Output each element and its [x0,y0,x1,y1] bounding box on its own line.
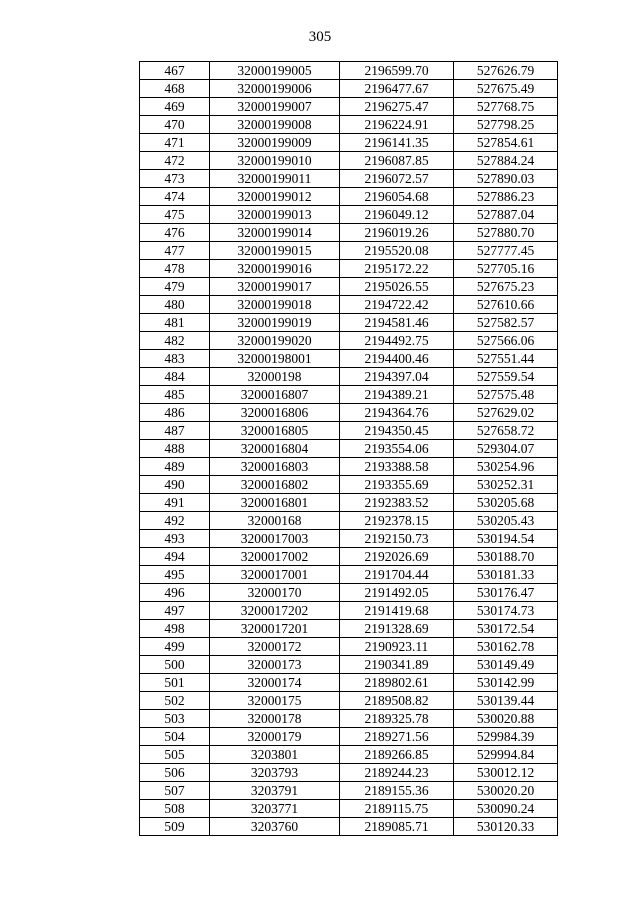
point-id-cell: 32000199009 [210,134,340,152]
page-number: 305 [308,29,332,45]
x-coordinate-cell: 2196599.70 [340,62,454,80]
x-coordinate-cell: 2195026.55 [340,278,454,296]
table-row [140,530,558,548]
table-row [140,170,558,188]
y-coordinate-cell: 530205.43 [454,512,558,530]
coordinates-table [139,61,558,836]
x-coordinate-cell: 2194492.75 [340,332,454,350]
table-row [140,206,558,224]
x-coordinate-cell: 2196019.26 [340,224,454,242]
point-number-cell: 495 [140,566,210,584]
y-coordinate-cell: 527890.03 [454,170,558,188]
y-coordinate-cell: 527551.44 [454,350,558,368]
y-coordinate-cell: 530162.78 [454,638,558,656]
point-id-cell: 3200016804 [210,440,340,458]
point-number-cell: 468 [140,80,210,98]
table-row [140,692,558,710]
point-id-cell: 32000173 [210,656,340,674]
x-coordinate-cell: 2189266.85 [340,746,454,764]
point-number-cell: 507 [140,782,210,800]
table-row [140,62,558,80]
point-number-cell: 480 [140,296,210,314]
point-id-cell: 3200016803 [210,458,340,476]
y-coordinate-cell: 530012.12 [454,764,558,782]
y-coordinate-cell: 527575.48 [454,386,558,404]
table-row [140,620,558,638]
y-coordinate-cell: 527675.23 [454,278,558,296]
table-row [140,512,558,530]
point-id-cell: 32000199008 [210,116,340,134]
y-coordinate-cell: 527629.02 [454,404,558,422]
point-id-cell: 3200016801 [210,494,340,512]
point-id-cell: 3203771 [210,800,340,818]
point-number-cell: 467 [140,62,210,80]
x-coordinate-cell: 2193355.69 [340,476,454,494]
point-number-cell: 478 [140,260,210,278]
x-coordinate-cell: 2191419.68 [340,602,454,620]
point-id-cell: 3203801 [210,746,340,764]
table-row [140,818,558,836]
table-row [140,422,558,440]
point-id-cell: 32000199018 [210,296,340,314]
coordinates-table-body [140,62,558,836]
point-id-cell: 32000199007 [210,98,340,116]
point-number-cell: 476 [140,224,210,242]
x-coordinate-cell: 2192378.15 [340,512,454,530]
point-id-cell: 32000179 [210,728,340,746]
x-coordinate-cell: 2192026.69 [340,548,454,566]
point-id-cell: 32000199010 [210,152,340,170]
y-coordinate-cell: 530174.73 [454,602,558,620]
table-row [140,638,558,656]
y-coordinate-cell: 530120.33 [454,818,558,836]
point-id-cell: 32000198001 [210,350,340,368]
point-id-cell: 32000199013 [210,206,340,224]
point-number-cell: 492 [140,512,210,530]
table-row [140,602,558,620]
x-coordinate-cell: 2192383.52 [340,494,454,512]
y-coordinate-cell: 527880.70 [454,224,558,242]
x-coordinate-cell: 2194581.46 [340,314,454,332]
point-number-cell: 493 [140,530,210,548]
table-row [140,476,558,494]
point-number-cell: 490 [140,476,210,494]
point-id-cell: 3200016806 [210,404,340,422]
x-coordinate-cell: 2193388.58 [340,458,454,476]
table-row [140,296,558,314]
point-id-cell: 3203760 [210,818,340,836]
table-row [140,152,558,170]
point-id-cell: 32000199011 [210,170,340,188]
point-id-cell: 32000198 [210,368,340,386]
x-coordinate-cell: 2189244.23 [340,764,454,782]
point-id-cell: 3203793 [210,764,340,782]
x-coordinate-cell: 2195520.08 [340,242,454,260]
point-id-cell: 3200017003 [210,530,340,548]
point-number-cell: 496 [140,584,210,602]
x-coordinate-cell: 2195172.22 [340,260,454,278]
table-row [140,782,558,800]
point-id-cell: 32000199006 [210,80,340,98]
x-coordinate-cell: 2194722.42 [340,296,454,314]
y-coordinate-cell: 530020.20 [454,782,558,800]
point-id-cell: 32000199017 [210,278,340,296]
y-coordinate-cell: 530254.96 [454,458,558,476]
point-number-cell: 500 [140,656,210,674]
x-coordinate-cell: 2189085.71 [340,818,454,836]
y-coordinate-cell: 527566.06 [454,332,558,350]
x-coordinate-cell: 2196087.85 [340,152,454,170]
point-number-cell: 473 [140,170,210,188]
point-number-cell: 479 [140,278,210,296]
y-coordinate-cell: 529984.39 [454,728,558,746]
point-id-cell: 3200017201 [210,620,340,638]
point-id-cell: 32000175 [210,692,340,710]
point-number-cell: 504 [140,728,210,746]
table-row [140,98,558,116]
y-coordinate-cell: 530142.99 [454,674,558,692]
point-id-cell: 3200016805 [210,422,340,440]
table-row [140,368,558,386]
point-id-cell: 32000199015 [210,242,340,260]
table-row [140,440,558,458]
table-row [140,80,558,98]
point-id-cell: 32000170 [210,584,340,602]
y-coordinate-cell: 530149.49 [454,656,558,674]
point-id-cell: 3200017001 [210,566,340,584]
x-coordinate-cell: 2196049.12 [340,206,454,224]
table-row [140,116,558,134]
y-coordinate-cell: 527559.54 [454,368,558,386]
y-coordinate-cell: 527884.24 [454,152,558,170]
point-number-cell: 508 [140,800,210,818]
y-coordinate-cell: 527610.66 [454,296,558,314]
point-number-cell: 502 [140,692,210,710]
x-coordinate-cell: 2189508.82 [340,692,454,710]
y-coordinate-cell: 530205.68 [454,494,558,512]
y-coordinate-cell: 530188.70 [454,548,558,566]
y-coordinate-cell: 530020.88 [454,710,558,728]
point-number-cell: 469 [140,98,210,116]
table-row [140,584,558,602]
table-row [140,278,558,296]
y-coordinate-cell: 527582.57 [454,314,558,332]
x-coordinate-cell: 2196141.35 [340,134,454,152]
point-number-cell: 470 [140,116,210,134]
table-row [140,458,558,476]
point-id-cell: 32000199014 [210,224,340,242]
table-row [140,242,558,260]
x-coordinate-cell: 2189325.78 [340,710,454,728]
x-coordinate-cell: 2190923.11 [340,638,454,656]
y-coordinate-cell: 527854.61 [454,134,558,152]
x-coordinate-cell: 2189155.36 [340,782,454,800]
point-number-cell: 482 [140,332,210,350]
y-coordinate-cell: 527886.23 [454,188,558,206]
table-row [140,710,558,728]
point-id-cell: 32000172 [210,638,340,656]
y-coordinate-cell: 527887.04 [454,206,558,224]
x-coordinate-cell: 2193554.06 [340,440,454,458]
table-row [140,260,558,278]
x-coordinate-cell: 2191492.05 [340,584,454,602]
y-coordinate-cell: 530252.31 [454,476,558,494]
table-row [140,656,558,674]
point-id-cell: 3200016807 [210,386,340,404]
point-id-cell: 32000168 [210,512,340,530]
table-row [140,728,558,746]
point-number-cell: 483 [140,350,210,368]
table-row [140,188,558,206]
y-coordinate-cell: 527675.49 [454,80,558,98]
y-coordinate-cell: 527705.16 [454,260,558,278]
x-coordinate-cell: 2191704.44 [340,566,454,584]
point-number-cell: 505 [140,746,210,764]
table-row [140,386,558,404]
y-coordinate-cell: 527658.72 [454,422,558,440]
point-number-cell: 474 [140,188,210,206]
x-coordinate-cell: 2194389.21 [340,386,454,404]
point-number-cell: 477 [140,242,210,260]
y-coordinate-cell: 527798.25 [454,116,558,134]
point-number-cell: 494 [140,548,210,566]
x-coordinate-cell: 2194364.76 [340,404,454,422]
point-id-cell: 3200017002 [210,548,340,566]
point-number-cell: 484 [140,368,210,386]
table-row [140,548,558,566]
point-number-cell: 498 [140,620,210,638]
point-number-cell: 487 [140,422,210,440]
point-number-cell: 486 [140,404,210,422]
x-coordinate-cell: 2189271.56 [340,728,454,746]
x-coordinate-cell: 2189115.75 [340,800,454,818]
table-row [140,800,558,818]
point-number-cell: 506 [140,764,210,782]
point-id-cell: 32000174 [210,674,340,692]
x-coordinate-cell: 2196477.67 [340,80,454,98]
y-coordinate-cell: 529994.84 [454,746,558,764]
point-number-cell: 503 [140,710,210,728]
point-number-cell: 491 [140,494,210,512]
point-number-cell: 499 [140,638,210,656]
x-coordinate-cell: 2191328.69 [340,620,454,638]
point-number-cell: 485 [140,386,210,404]
x-coordinate-cell: 2194400.46 [340,350,454,368]
point-id-cell: 32000199016 [210,260,340,278]
point-number-cell: 475 [140,206,210,224]
table-row [140,746,558,764]
table-row [140,566,558,584]
point-id-cell: 32000199019 [210,314,340,332]
y-coordinate-cell: 527777.45 [454,242,558,260]
point-id-cell: 32000199020 [210,332,340,350]
y-coordinate-cell: 530194.54 [454,530,558,548]
point-number-cell: 471 [140,134,210,152]
table-row [140,674,558,692]
x-coordinate-cell: 2196224.91 [340,116,454,134]
point-number-cell: 489 [140,458,210,476]
x-coordinate-cell: 2189802.61 [340,674,454,692]
point-number-cell: 472 [140,152,210,170]
x-coordinate-cell: 2194397.04 [340,368,454,386]
x-coordinate-cell: 2194350.45 [340,422,454,440]
y-coordinate-cell: 530181.33 [454,566,558,584]
y-coordinate-cell: 530172.54 [454,620,558,638]
y-coordinate-cell: 530176.47 [454,584,558,602]
x-coordinate-cell: 2196072.57 [340,170,454,188]
point-id-cell: 32000178 [210,710,340,728]
point-id-cell: 32000199012 [210,188,340,206]
point-number-cell: 481 [140,314,210,332]
point-number-cell: 501 [140,674,210,692]
table-row [140,350,558,368]
point-number-cell: 509 [140,818,210,836]
table-row [140,404,558,422]
point-id-cell: 3200017202 [210,602,340,620]
table-row [140,764,558,782]
x-coordinate-cell: 2196054.68 [340,188,454,206]
table-row [140,224,558,242]
y-coordinate-cell: 527768.75 [454,98,558,116]
point-id-cell: 3203791 [210,782,340,800]
x-coordinate-cell: 2192150.73 [340,530,454,548]
table-row [140,332,558,350]
point-id-cell: 3200016802 [210,476,340,494]
table-row [140,314,558,332]
y-coordinate-cell: 529304.07 [454,440,558,458]
y-coordinate-cell: 530090.24 [454,800,558,818]
y-coordinate-cell: 527626.79 [454,62,558,80]
y-coordinate-cell: 530139.44 [454,692,558,710]
point-number-cell: 497 [140,602,210,620]
point-id-cell: 32000199005 [210,62,340,80]
x-coordinate-cell: 2190341.89 [340,656,454,674]
x-coordinate-cell: 2196275.47 [340,98,454,116]
table-row [140,494,558,512]
table-row [140,134,558,152]
point-number-cell: 488 [140,440,210,458]
